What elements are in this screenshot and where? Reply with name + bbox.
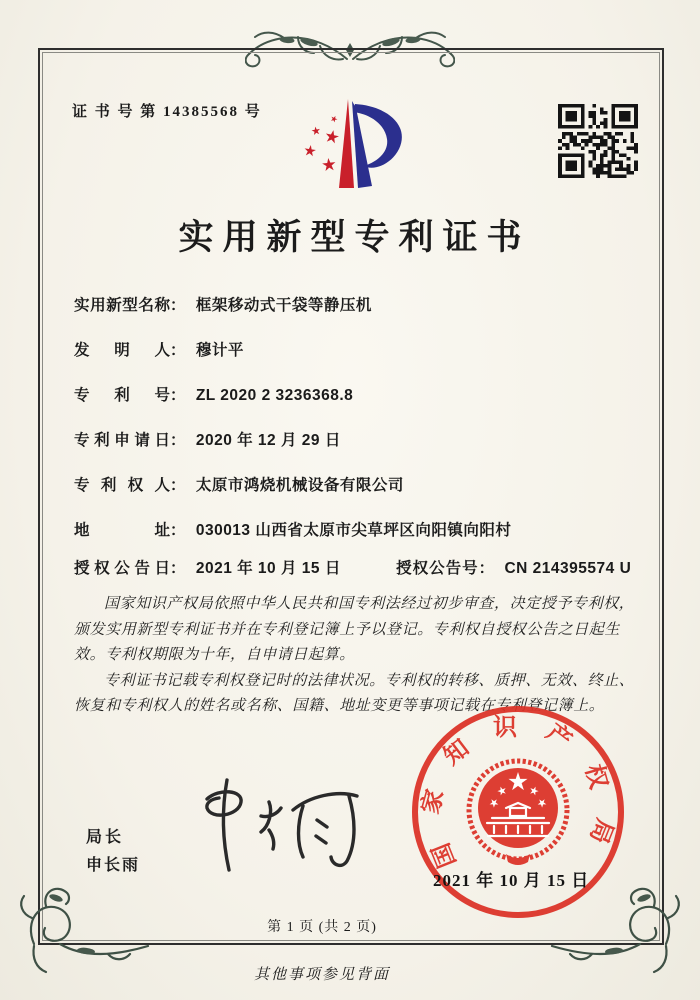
director-signature — [185, 772, 380, 880]
field-label: 地址 — [74, 522, 170, 539]
page-indicator: 第 1 页 (共 2 页) — [267, 920, 377, 935]
seal-agency-text: 国家知识产权局 — [417, 714, 619, 872]
field-colon: ： — [170, 522, 186, 539]
field-label: 专利号 — [74, 387, 170, 404]
field-colon: ： — [170, 477, 186, 494]
field-label: 专利权人 — [74, 477, 170, 494]
field-row-patent-number — [74, 383, 640, 428]
field-value: ZL 2020 2 3236368.8 — [195, 387, 354, 404]
field-colon: ： — [170, 342, 186, 359]
field-label: 授权公告日 — [74, 560, 170, 577]
field-value: 030013 山西省太原市尖草坪区向阳镇向阳村 — [195, 522, 512, 539]
field-label: 实用新型名称 — [74, 297, 170, 314]
field-label: 发明人 — [74, 342, 170, 359]
legal-paragraph-2: 专利证书记载专利权登记时的法律状况。专利权的转移、质押、无效、终止、恢复和专利权人的姓名或名称、国籍、地址变更等事项记载在专利登记簿上。 — [74, 672, 635, 714]
field-colon: ： — [170, 387, 186, 404]
field-value: 2020 年 12 月 29 日 — [195, 432, 341, 449]
field-row-grant — [74, 556, 640, 594]
field-value: 穆计平 — [195, 342, 244, 359]
field-label: 授权公告号 — [396, 560, 479, 577]
certificate-title: 实用新型专利证书 — [178, 218, 531, 257]
seal-date: 2021 年 10 月 15 日 — [433, 871, 590, 890]
field-row-patentee — [74, 473, 640, 518]
field-row-name — [74, 293, 640, 338]
qr-code — [558, 104, 638, 178]
field-colon: ： — [478, 560, 495, 577]
field-label: 专利申请日 — [74, 432, 170, 449]
cnipa-logo-icon — [287, 96, 419, 196]
back-note: 其他事项参见背面 — [253, 967, 390, 983]
field-value: CN 214395574 U — [504, 560, 632, 577]
field-value: 2021 年 10 月 15 日 — [195, 560, 341, 577]
field-colon: ： — [170, 560, 186, 577]
director-name: 申长雨 — [86, 857, 141, 874]
legal-paragraph-1: 国家知识产权局依照中华人民共和国专利法经过初步审查，决定授予专利权，颁发实用新型专利证书并在专利登记簿上予以登记。专利权自授权公告之日起生效。专利权期限为十年，自申请日起算。 — [74, 596, 635, 663]
field-colon: ： — [170, 297, 186, 314]
field-row-inventor — [74, 338, 640, 383]
certificate-fields — [74, 293, 640, 594]
certificate-number: 证 书 号 第 14385568 号 — [72, 104, 262, 120]
field-row-filing-date — [74, 428, 640, 473]
field-colon: ： — [170, 432, 186, 449]
field-value: 太原市鸿烧机械设备有限公司 — [195, 477, 404, 494]
field-value: 框架移动式干袋等静压机 — [195, 297, 372, 314]
national-emblem-icon — [469, 761, 567, 865]
director-title: 局长 — [86, 829, 125, 846]
